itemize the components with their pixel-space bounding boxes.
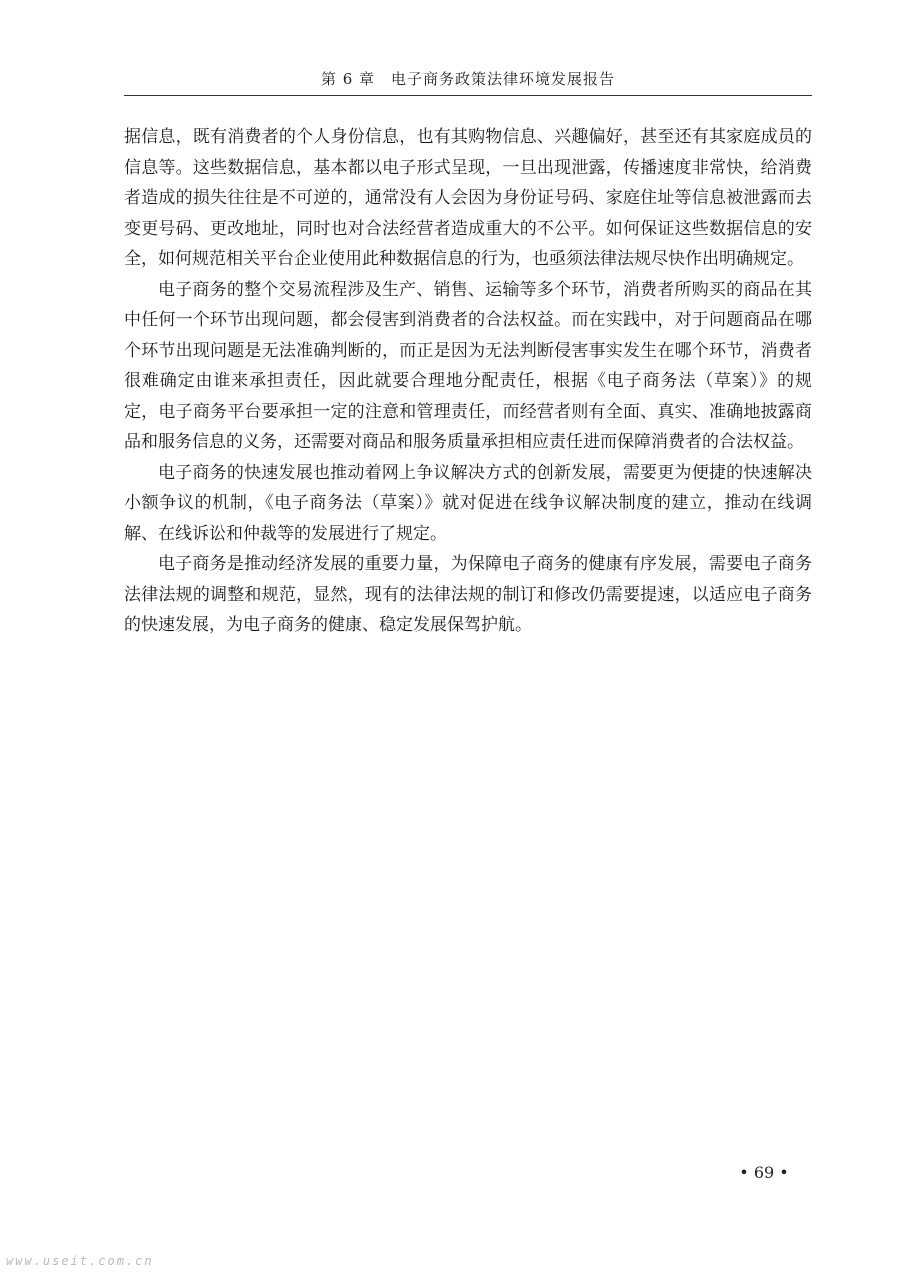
paragraph-1: 据信息，既有消费者的个人身份信息，也有其购物信息、兴趣偏好，甚至还有其家庭成员的信息等。这些数据信息，基本都以电子形式呈现，一旦出现泄露，传播速度非常快，给消费者造成的损失往往是不可逆的，通常没有人会因为身份证号码、家庭住址等信息被泄露而去变更号码、更改地址，同时也对合法经营者造成重大的不公平。如何保证这些数据信息的安全，如何规范相关平台企业使用此种数据信息的行为，也亟须法律法规尽快作出明确规定。	[124, 127, 812, 269]
body-text	[124, 122, 812, 641]
paragraph-4: 电子商务是推动经济发展的重要力量，为保障电子商务的健康有序发展，需要电子商务法律法规的调整和规范，显然，现有的法律法规的制订和修改仍需要提速，以适应电子商务的快速发展，为电子商务的健康、稳定发展保驾护航。	[124, 554, 812, 635]
watermark: www.useit.com.cn	[6, 1254, 154, 1268]
running-header: 第 6 章 电子商务政策法律环境发展报告	[320, 70, 616, 88]
page-number: • 69 •	[739, 1163, 789, 1182]
paragraph-2: 电子商务的整个交易流程涉及生产、销售、运输等多个环节，消费者所购买的商品在其中任何一个环节出现问题，都会侵害到消费者的合法权益。而在实践中，对于问题商品在哪个环节出现问题是无法准确判断的，而正是因为无法判断侵害事实发生在哪个环节，消费者很难确定由谁来承担责任，因此就要合理地分配责任，根据《电子商务法（草案）》的规定，电子商务平台要承担一定的注意和管理责任，而经营者则有全面、真实、准确地披露商品和服务信息的义务，还需要对商品和服务质量承担相应责任进而保障消费者的合法权益。	[124, 279, 812, 452]
header-rule	[124, 95, 812, 96]
paragraph-3: 电子商务的快速发展也推动着网上争议解决方式的创新发展，需要更为便捷的快速解决小额争议的机制，《电子商务法（草案）》就对促进在线争议解决制度的建立，推动在线调解、在线诉讼和仲裁等的发展进行了规定。	[124, 462, 812, 544]
